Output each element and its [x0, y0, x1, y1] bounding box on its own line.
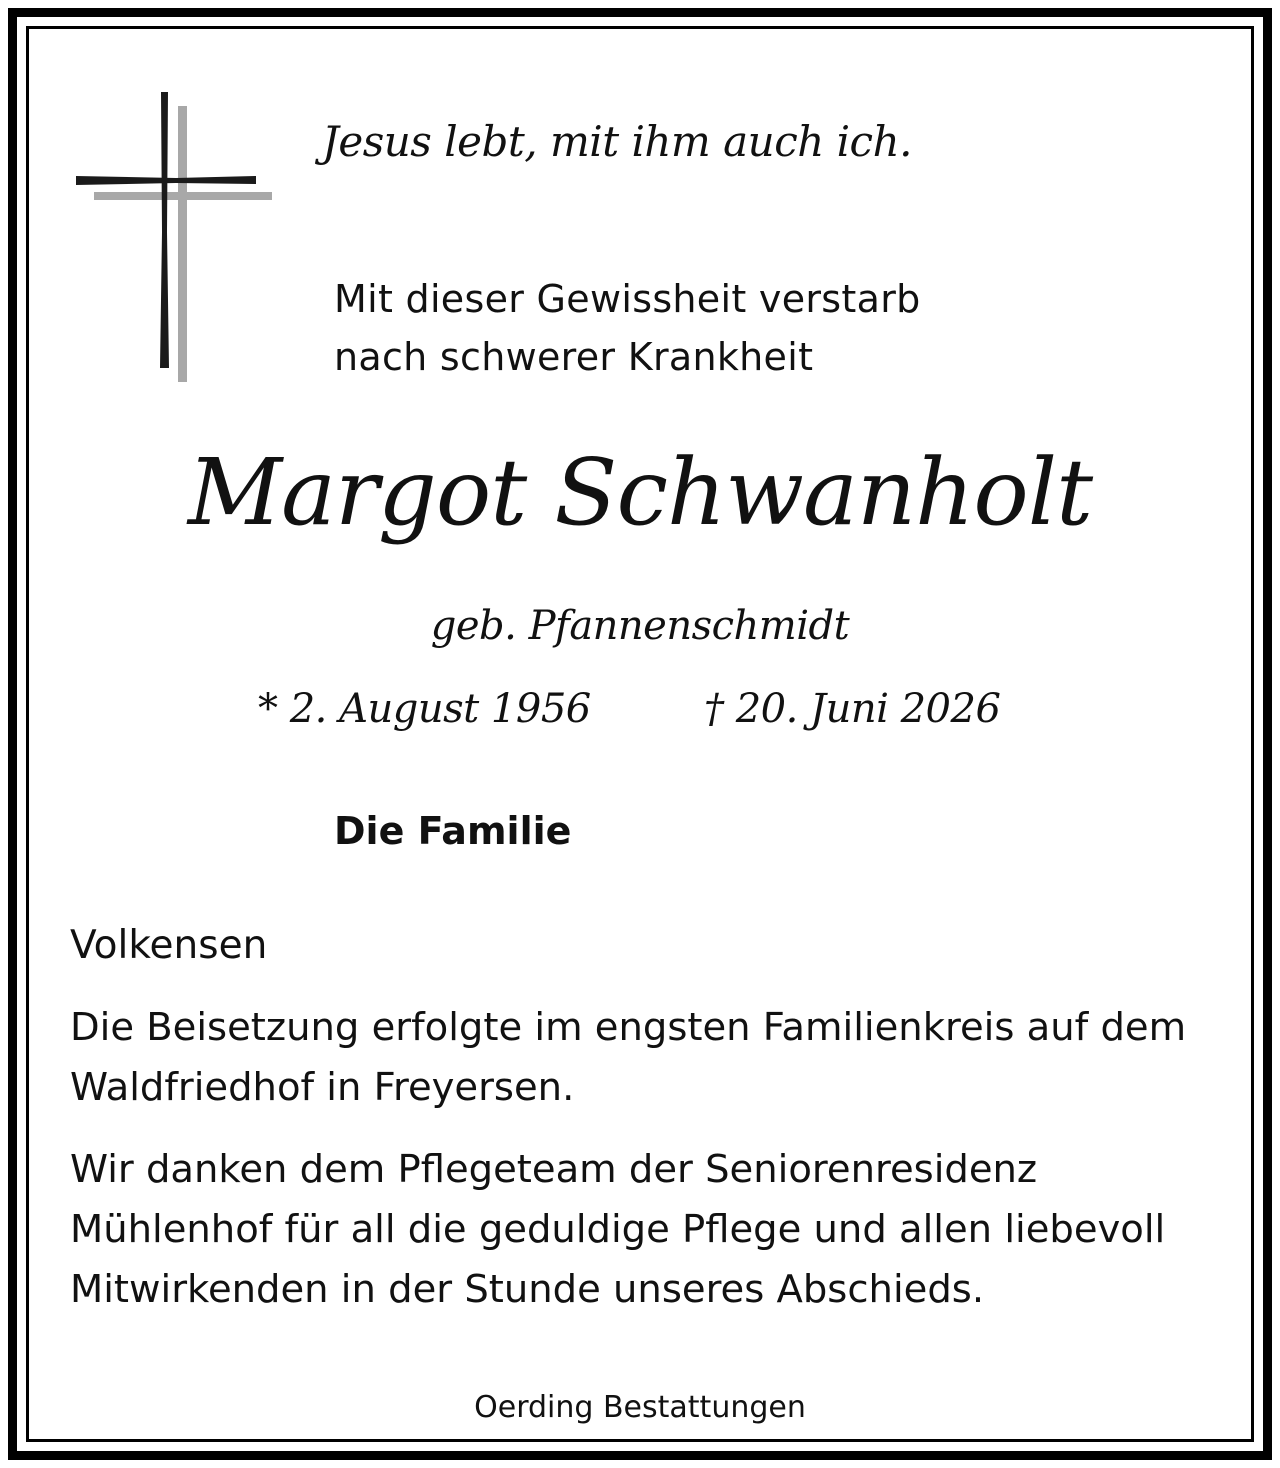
intro-text [334, 270, 921, 386]
burial-paragraph: Die Beisetzung erfolgte im engsten Familienkreis auf dem Waldfriedhof in Freyersen. [70, 1005, 1187, 1110]
motto-verse: Jesus lebt, mit ihm auch ich. [322, 117, 912, 166]
funeral-home: Oerding Bestattungen [474, 1390, 806, 1425]
place-name: Volkensen [70, 923, 268, 968]
intro-line-1: Mit dieser Gewissheit verstarb [334, 277, 921, 321]
cross-light-horizontal [94, 192, 272, 200]
thanks-paragraph: Wir danken dem Pflegeteam der Seniorenresidenz Mühlenhof für all die geduldige Pflege und allen liebevoll Mitwirkenden in der Stunde unseres Abschieds. [70, 1147, 1166, 1312]
birth-date: * 2. August 1956 [258, 686, 591, 732]
death-date: † 20. Juni 2026 [704, 686, 1001, 732]
cross-icon [76, 92, 276, 384]
maiden-name: geb. Pfannenschmidt [430, 603, 850, 649]
cross-dark-vertical [160, 92, 169, 368]
signature: Die Familie [334, 809, 572, 853]
cross-light-vertical [178, 106, 187, 382]
intro-line-2: nach schwerer Krankheit [334, 335, 814, 379]
deceased-name: Margot Schwanholt [187, 439, 1093, 546]
